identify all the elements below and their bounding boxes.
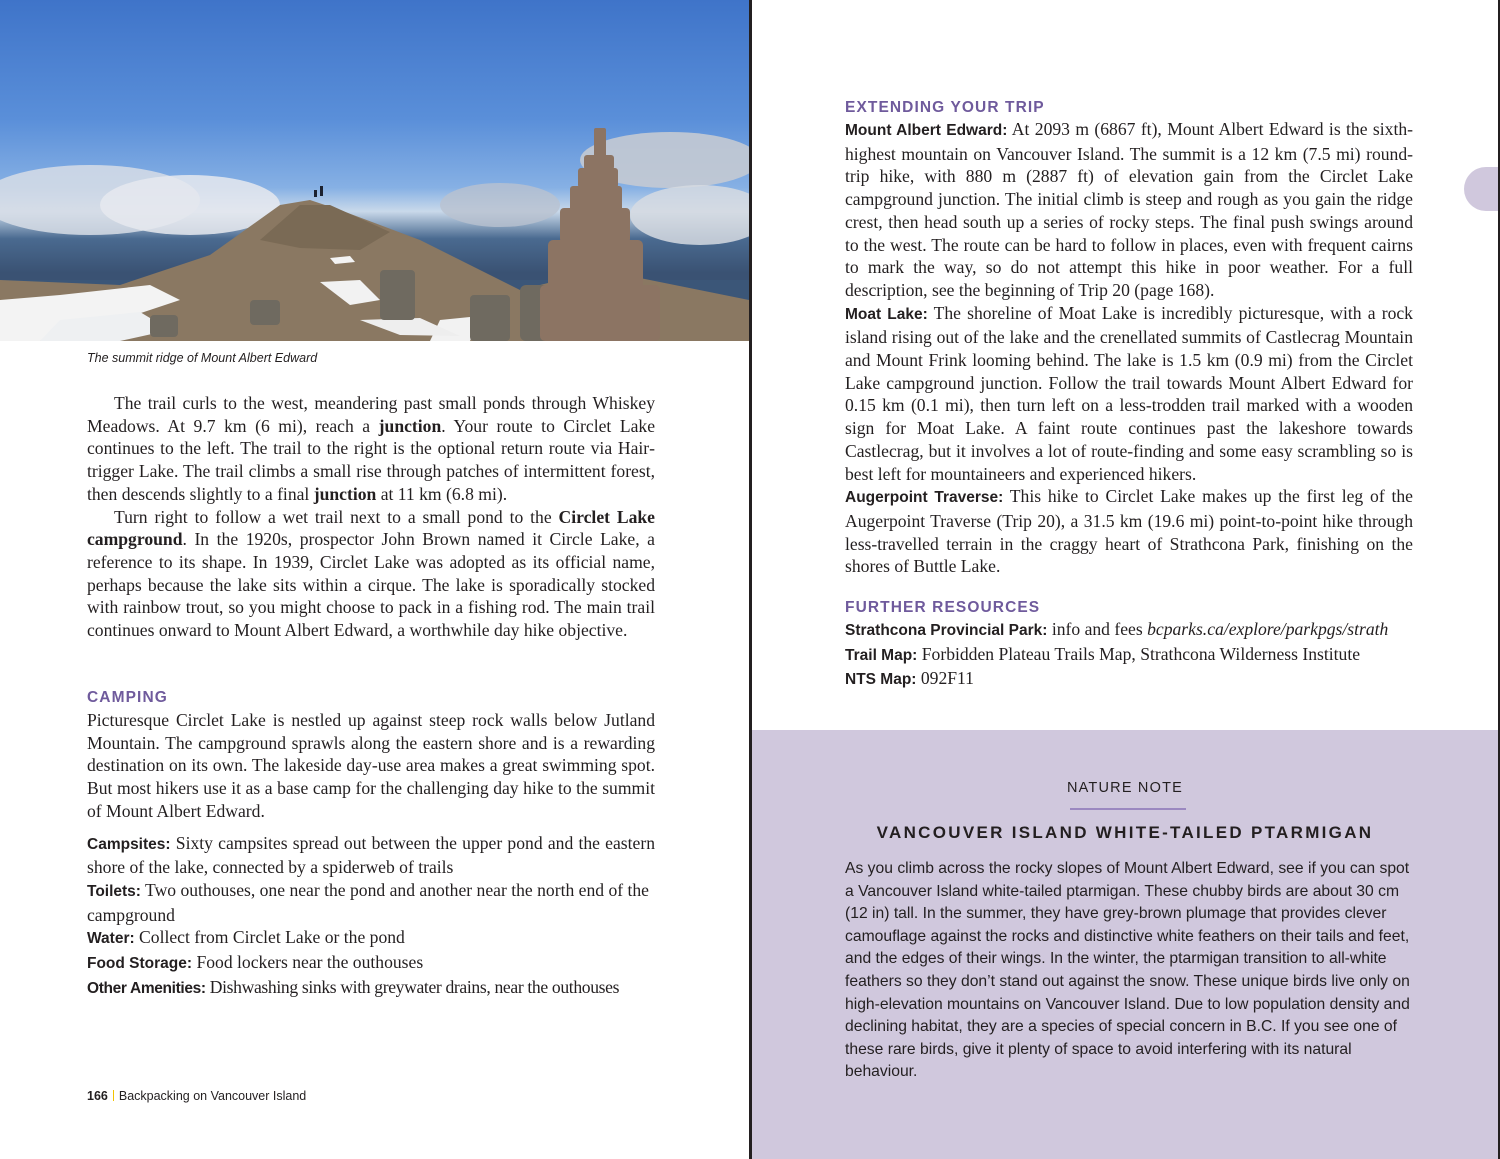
resource-label: Strathcona Provincial Park: [845,622,1048,639]
resource-label: Trail Map: [845,646,918,664]
amenity-other [87,976,655,1001]
book-title: Backpacking on Vancouver Island [118,1089,307,1103]
item-label: Augerpoint Traverse: [845,489,1004,507]
page-footer [87,1089,306,1103]
extending-items [845,118,1413,578]
resource-nts-map [845,667,1413,692]
mountain-landscape-illustration [0,0,749,341]
left-page [0,0,749,1159]
item-value: This hike to Circlet Lake makes up the first leg of the Augerpoint Traverse (Trip 20), a 31.5 km (19.6 mi) point-to-point hike through less-travelled terrain in the craggy heart of Strathcona Park, finishing on the shores of Buttle Lake. [845,486,1413,577]
text-run: . In the 1920s, prospector John Brown named it Circle Lake, a reference to its shape. In 1939, Circlet Lake was adopted as its official name, perhaps because the lake sits within a cirque. The lake is sporadically stocked with rainbow trout, so you might choose to pack in a fishing rod. The main trail continues onward to Mount Albert Edward, a worthwhile day hike objective. [87,529,655,641]
resources-heading: FURTHER RESOURCES [845,599,1041,616]
amenity-value: Collect from Circlet Lake or the pond [134,927,405,948]
paragraph-junction [87,392,655,506]
page-number: 166 [87,1089,108,1103]
further-resources-section [845,598,1413,692]
nature-note-title: VANCOUVER ISLAND WHITE-TAILED PTARMIGAN [876,823,1374,842]
bold-term-junction: junction [313,483,377,504]
extend-mount-albert-edward [845,118,1413,302]
paragraph-campground [87,506,655,642]
right-page [752,0,1500,1159]
amenity-label: Campsites: [87,835,171,853]
item-label: Mount Albert Edward: [845,122,1008,139]
amenity-toilets [87,879,655,926]
resource-value: 092F11 [916,668,974,689]
nature-note-body: As you climb across the rocky slopes of Mount Albert Edward, see if you can spot a Vancouver Island white-tailed ptarmigan. These chubby birds are about 30 cm (12 in) tall. In the summer, they have grey-brown plumage that provides clever camouflage against the rocks and distinctive white feathers on their tails and feet, and the edges of their wings. In the winter, the ptarmigan transition to all-white feathers so they don’t stand out against the snow. These unique birds live only on high-elevation mountains on Vancouver Island. Due to low population density and declining habitat, they are a species of special concern in B.C. If you see one of these rare birds, give it plenty of space to avoid interfering with its natural behaviour. [845,860,1410,1081]
camping-section [87,688,655,1000]
amenity-campsites [87,832,655,879]
photo-caption: The summit ridge of Mount Albert Edward [87,351,318,365]
amenity-value: Two outhouses, one near the pond and another near the north end of the campground [87,879,649,925]
nature-note-divider [1070,808,1186,810]
amenity-water [87,926,655,951]
amenity-label: Toilets: [87,882,141,900]
amenity-value: Food lockers near the outhouses [192,952,424,973]
nature-note-box [752,730,1498,1159]
extend-moat-lake [845,302,1413,486]
park-url-link[interactable]: bcparks.ca/explore/parkpgs/strath [1147,619,1389,639]
nature-note-kicker: NATURE NOTE [1066,780,1184,796]
resource-value: info and fees [1047,619,1148,639]
extending-trip-section [845,98,1413,578]
resource-trail-map [845,643,1413,668]
chapter-thumb-tab [1464,167,1498,211]
extend-augerpoint-traverse [845,485,1413,578]
text-run: . Your route to Circlet Lake continues to the left. The trail to the right is the optional return route via Hairtrigger Lake. The trail climbs a small rise through patches of intermittent forest, then descends slightly to a final [87,415,656,504]
extending-heading: EXTENDING YOUR TRIP [845,99,1045,116]
resources-list [845,618,1413,692]
resource-value: Forbidden Plateau Trails Map, Strathcona Wilderness Institute [917,643,1361,664]
amenity-label: Other Amenities: [87,979,206,997]
amenity-label: Water: [87,930,135,948]
footer-separator [113,1090,114,1101]
item-value: At 2093 m (6867 ft), Mount Albert Edward is the sixth-highest mountain on Vancouver Island. The summit is a 12 km (7.5 mi) round-trip hike, with 880 m (2887 ft) of elevation gain from the Circlet Lake campground junction. The initial climb is steep and rough as you gain the ridge crest, then head south up a series of rocky steps. The final push swings around to the west. The route can be hard to follow in places, even with frequent cairns to mark the way, so do not attempt this hike in poor weather. For a full description, see the beginning of Trip 20 (page 168). [845,119,1413,300]
bold-term-junction: junction [378,415,442,436]
camping-heading: CAMPING [87,689,168,706]
item-label: Moat Lake: [845,305,928,323]
amenity-food-storage [87,951,655,976]
amenities-list [87,832,655,1001]
amenity-value: Dishwashing sinks with greywater drains, near the outhouses [205,976,620,997]
resource-strathcona-park [845,618,1413,643]
text-run: Turn right to follow a wet trail next to a small pond to the [114,506,559,527]
amenity-value: Sixty campsites spread out between the upper pond and the eastern shore of the lake, connected by a spiderweb of trails [87,832,655,878]
text-run: The trail curls to the west, meandering past small ponds through Whiskey Meadows. At 9.7 km (6 mi), reach a [87,393,655,436]
text-run: at 11 km (6.8 mi). [376,483,508,504]
camping-body: Picturesque Circlet Lake is nestled up against steep rock walls below Jutland Mountain. The campground sprawls along the eastern shore and is a rewarding destination on its own. The lakeside day-use area makes a great swimming spot. But most hikers use it as a base camp for the challenging day hike to the summit of Mount Albert Edward. [87,710,655,821]
trail-description [87,392,655,642]
bold-term-campground: Circlet Lake campground [87,506,655,550]
summit-ridge-photo [0,0,749,341]
item-value: The shoreline of Moat Lake is incredibly picturesque, with a rock island rising out of the lake and the crenellated summits of Castlecrag Mountain and Mount Frink looming behind. The lake is 1.5 km (0.9 mi) from the Circlet Lake campground junction. Follow the trail towards Mount Albert Edward for 0.15 km (0.1 mi), then turn left on a less-trodden trail marked with a wooden sign for Moat Lake. A faint route continues past the lakeshore towards Castlecrag, but it involves a lot of route-finding and some easy scrambling so is best left for mountaineers and experienced hikers. [845,302,1413,484]
resource-label: NTS Map: [845,671,917,689]
amenity-label: Food Storage: [87,955,193,973]
